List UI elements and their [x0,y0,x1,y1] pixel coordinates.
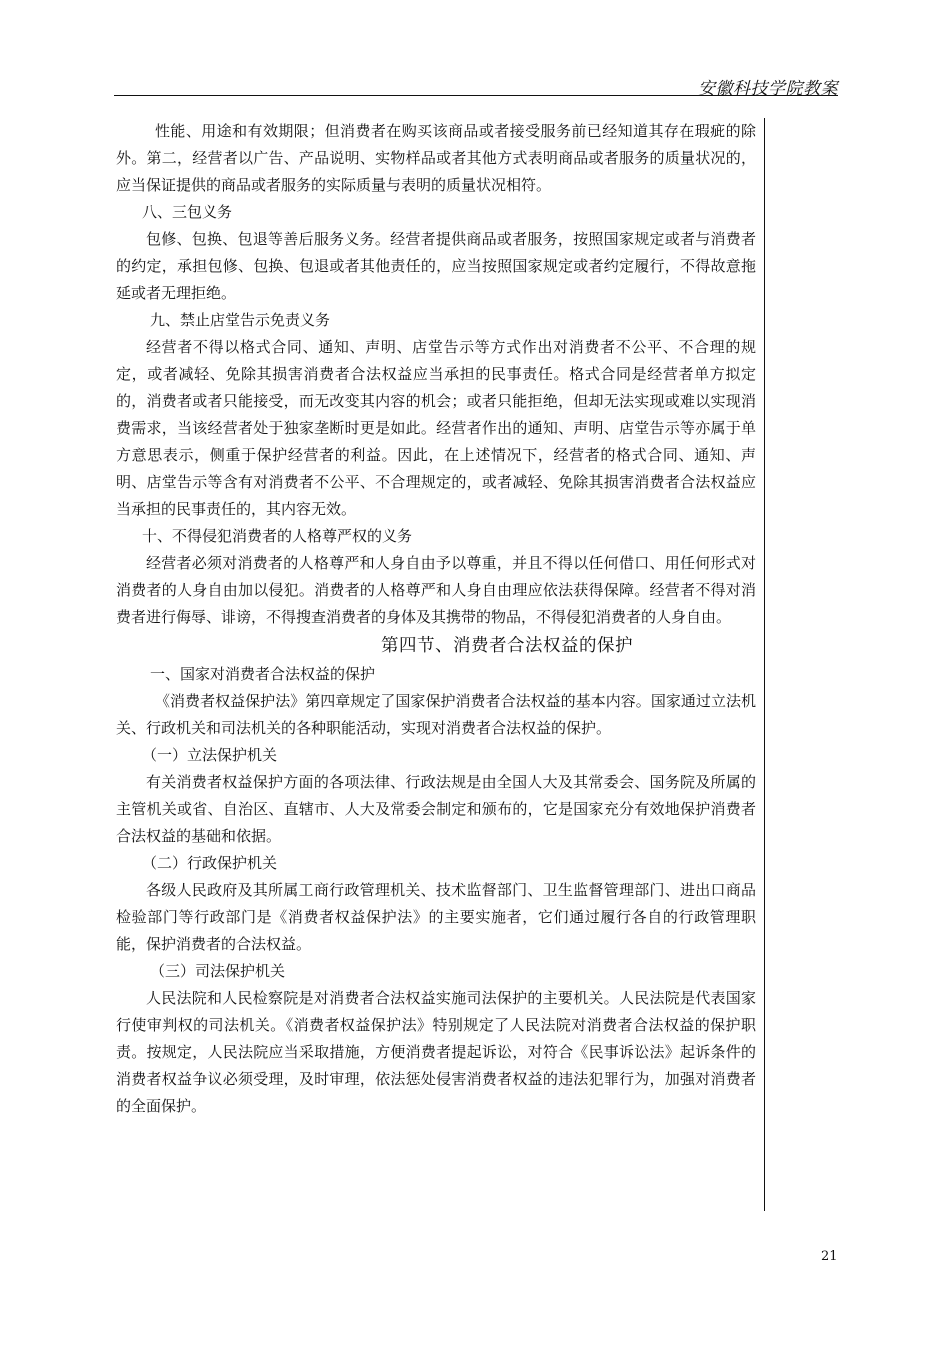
heading-nine: 九、禁止店堂告示免责义务 [150,311,331,329]
paragraph-eight: 包修、包换、包退等善后服务义务。经营者提供商品或者服务，按照国家规定或者与消费者的约定，承担包修、包换、包退或者其他责任的，应当按照国家规定或者约定履行，不得故意拖延或者无理拒绝。 [116,230,756,302]
paragraph-legislative: 有关消费者权益保护方面的各项法律、行政法规是由全国人大及其常委会、国务院及所属的主管机关或省、自治区、直辖市、人大及常委会制定和颁布的，它是国家充分有效地保护消费者合法权益的基础和依据。 [116,773,756,845]
subheading-judicial: （三）司法保护机关 [150,962,286,980]
heading-eight: 八、三包义务 [142,203,233,221]
paragraph-administrative: 各级人民政府及其所属工商行政管理机关、技术监督部门、卫生监督管理部门、进出口商品检验部门等行政部门是《消费者权益保护法》的主要实施者，它们通过履行各自的行政管理职能，保护消费者的合法权益。 [116,881,756,953]
subheading-administrative: （二）行政保护机关 [142,854,278,872]
paragraph-continued: 性能、用途和有效期限；但消费者在购买该商品或者接受服务前已经知道其存在瑕疵的除外。第二，经营者以广告、产品说明、实物样品或者其他方式表明商品或者服务的质量状况的，应当保证提供的商品或者服务的实际质量与表明的质量状况相符。 [116,122,756,194]
paragraph-judicial: 人民法院和人民检察院是对消费者合法权益实施司法保护的主要机关。人民法院是代表国家行使审判权的司法机关。《消费者权益保护法》特别规定了人民法院对消费者合法权益的保护职责。按规定，人民法院应当采取措施，方便消费者提起诉讼，对符合《民事诉讼法》起诉条件的消费者权益争议必须受理，及时审理，依法惩处侵害消费者权益的违法犯罪行为，加强对消费者的全面保护。 [116,989,756,1115]
paragraph-nine: 经营者不得以格式合同、通知、声明、店堂告示等方式作出对消费者不公平、不合理的规定，或者减轻、免除其损害消费者合法权益应当承担的民事责任。格式合同是经营者单方拟定的，消费者或者只能接受，而无改变其内容的机会；或者只能拒绝，但却无法实现或难以实现消费需求，当该经营者处于独家垄断时更是如此。经营者作出的通知、声明、店堂告示等亦属于单方意思表示，侧重于保护经营者的利益。因此，在上述情况下，经营者的格式合同、通知、声明、店堂告示等含有对消费者不公平、不合理规定的，或者减轻、免除其损害消费者合法权益应当承担的民事责任的，其内容无效。 [116,338,756,518]
section4-paragraph-one: 《消费者权益保护法》第四章规定了国家保护消费者合法权益的基本内容。国家通过立法机关、行政机关和司法机关的各种职能活动，实现对消费者合法权益的保护。 [116,692,756,737]
header-title: 安徽科技学院教案 [698,79,838,99]
heading-ten: 十、不得侵犯消费者的人格尊严权的义务 [142,527,413,545]
page-body [116,118,756,1120]
header-rule [114,95,838,96]
section4-heading-one: 一、国家对消费者合法权益的保护 [150,665,376,683]
page-number: 21 [821,1249,838,1264]
subheading-legislative: （一）立法保护机关 [142,746,278,764]
section-title: 第四节、消费者合法权益的保护 [381,636,633,656]
paragraph-ten: 经营者必须对消费者的人格尊严和人身自由予以尊重，并且不得以任何借口、用任何形式对消费者的人身自由加以侵犯。消费者的人格尊严和人身自由理应依法获得保障。经营者不得对消费者进行侮辱、诽谤，不得搜查消费者的身体及其携带的物品，不得侵犯消费者的人身自由。 [116,554,756,626]
margin-rule [764,118,765,1211]
